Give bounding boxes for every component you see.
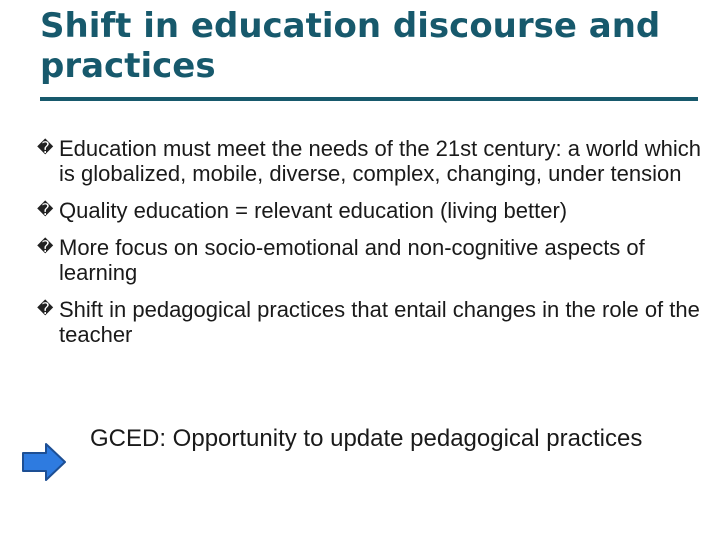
callout-text: GCED: Opportunity to update pedagogical practices [90, 425, 643, 452]
bullet-text: Quality education = relevant education (living better) [59, 198, 568, 223]
gced-callout [22, 424, 662, 488]
bullet-text: More focus on socio-emotional and non-cognitive aspects of learning [59, 235, 645, 285]
bullet-marker-icon: � [37, 202, 54, 219]
bullet-list [37, 136, 705, 359]
bullet-item-needs [37, 136, 705, 186]
bullet-item-quality [37, 198, 705, 223]
bullet-marker-icon: � [37, 239, 54, 256]
right-arrow-icon [22, 442, 66, 482]
bullet-item-shift [37, 297, 705, 347]
bullet-item-focus [37, 235, 705, 285]
bullet-marker-icon: � [37, 140, 54, 157]
title-underline [40, 97, 698, 101]
bullet-text: Education must meet the needs of the 21st century: a world which is globalized, mobile, diverse, complex, changing, under tension [59, 136, 702, 186]
bullet-marker-icon: � [37, 301, 54, 318]
slide-title: Shift in education discourse and practices [40, 6, 661, 86]
bullet-text: Shift in pedagogical practices that entail changes in the role of the teacher [59, 297, 700, 347]
